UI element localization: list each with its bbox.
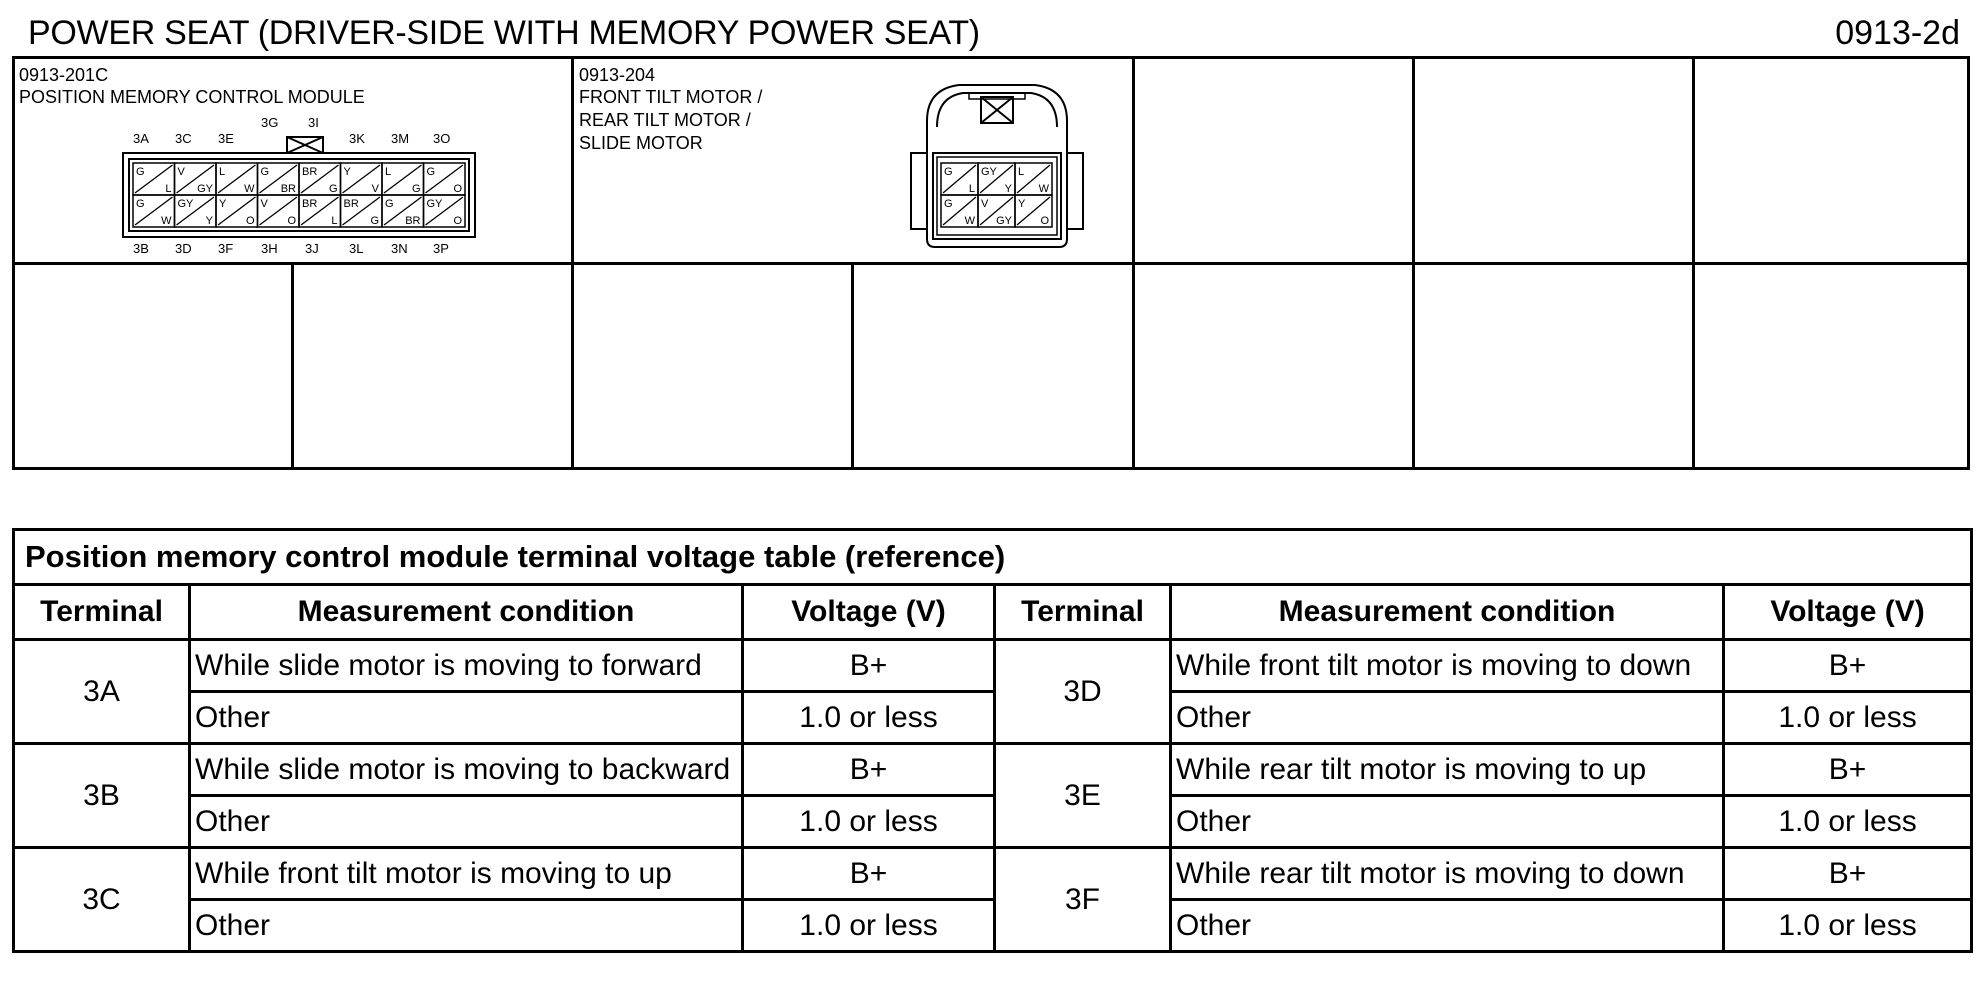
condition-cell: While rear tilt motor is moving to up — [1171, 744, 1724, 796]
page-code: 0913-2d — [1835, 14, 1960, 52]
wire-color-stripe: L — [968, 183, 975, 195]
wire-color-stripe: W — [161, 215, 172, 227]
wire-color-primary: G — [426, 166, 436, 178]
wire-color-stripe: GY — [197, 183, 213, 195]
wire-color-primary: V — [981, 198, 989, 210]
wire-color-primary: G — [136, 166, 145, 178]
pin-label: 3H — [261, 241, 278, 256]
condition-cell: Other — [1171, 796, 1724, 848]
wire-color-primary: V — [177, 166, 185, 178]
pin-label: 3O — [433, 131, 451, 146]
wire-color-primary: Y — [343, 166, 351, 178]
wire-color-stripe: BR — [280, 183, 296, 195]
grid-v-divider — [291, 262, 294, 467]
col-header-voltage: Voltage (V) — [1724, 585, 1972, 640]
grid-v-divider — [1412, 59, 1415, 467]
wire-color-primary: G — [944, 166, 953, 178]
wire-color-primary: G — [136, 198, 145, 210]
wire-color-stripe: W — [964, 215, 975, 227]
voltage-cell: B+ — [1724, 640, 1972, 692]
terminal-voltage-table — [12, 528, 1973, 953]
pin-label: 3N — [391, 241, 408, 256]
pin-label: 3J — [305, 241, 319, 256]
voltage-cell: 1.0 or less — [743, 900, 995, 952]
page-title: POWER SEAT (DRIVER-SIDE WITH MEMORY POWER SEAT) — [28, 14, 980, 52]
connector-name-line-3: SLIDE MOTOR — [579, 133, 703, 153]
wire-color-primary: Y — [1018, 198, 1026, 210]
condition-cell: Other — [1171, 900, 1724, 952]
wire-color-primary: GY — [981, 166, 997, 178]
table-row — [14, 796, 1972, 848]
grid-v-divider — [1132, 59, 1135, 467]
connector-id: 0913-201C — [19, 65, 109, 85]
terminal-cell: 3D — [995, 640, 1171, 744]
wire-color-stripe: G — [411, 183, 421, 195]
wire-color-stripe: GY — [996, 215, 1012, 227]
condition-cell: Other — [190, 900, 743, 952]
terminal-cell: 3A — [14, 640, 190, 744]
connector-grid — [12, 56, 1970, 470]
table-row — [14, 692, 1972, 744]
wire-color-stripe: O — [453, 183, 462, 195]
grid-v-divider — [851, 262, 854, 467]
condition-cell: While slide motor is moving to backward — [190, 744, 743, 796]
condition-cell: While rear tilt motor is moving to down — [1171, 848, 1724, 900]
wire-color-primary: BR — [302, 166, 318, 178]
wire-color-primary: L — [1018, 166, 1025, 178]
pin-label: 3F — [218, 241, 234, 256]
wire-color-primary: BR — [343, 198, 359, 210]
pin-label: 3B — [133, 241, 149, 256]
table-row — [14, 848, 1972, 900]
pin-label: 3C — [175, 131, 192, 146]
connector-name: POSITION MEMORY CONTROL MODULE — [19, 87, 365, 107]
grid-v-divider — [571, 59, 574, 467]
wire-color-stripe: G — [328, 183, 338, 195]
wire-color-primary: V — [260, 198, 268, 210]
voltage-cell: 1.0 or less — [1724, 900, 1972, 952]
wire-color-primary: Y — [219, 198, 227, 210]
connector-name-line-2: REAR TILT MOTOR / — [579, 110, 751, 130]
wire-color-stripe: O — [1040, 215, 1049, 227]
motor-connector-icon — [897, 69, 1097, 259]
wire-color-stripe: G — [370, 215, 379, 227]
pin-label: 3G — [261, 115, 279, 130]
wire-color-stripe: V — [371, 183, 379, 195]
condition-cell: Other — [1171, 692, 1724, 744]
wire-color-primary: GY — [426, 198, 443, 210]
wire-color-stripe: Y — [1004, 183, 1012, 195]
col-header-terminal: Terminal — [14, 585, 190, 640]
table-row — [14, 900, 1972, 952]
wire-color-stripe: O — [287, 215, 296, 227]
voltage-cell: 1.0 or less — [743, 692, 995, 744]
table-caption: Position memory control module terminal voltage table (reference) — [14, 530, 1972, 585]
pin-label: 3E — [218, 131, 234, 146]
table-row — [14, 744, 1972, 796]
wire-color-stripe: W — [1038, 183, 1049, 195]
terminal-cell: 3B — [14, 744, 190, 848]
wire-color-primary: G — [260, 166, 270, 178]
pin-label: 3P — [433, 241, 449, 256]
voltage-cell: 1.0 or less — [1724, 692, 1972, 744]
wire-color-stripe: BR — [405, 215, 421, 227]
wire-color-primary: G — [385, 198, 394, 210]
table-row — [14, 640, 1972, 692]
terminal-cell: 3E — [995, 744, 1171, 848]
wire-color-primary: BR — [302, 198, 318, 210]
voltage-cell: 1.0 or less — [1724, 796, 1972, 848]
grid-h-divider — [15, 262, 1967, 265]
wire-color-stripe: L — [331, 215, 338, 227]
condition-cell: Other — [190, 692, 743, 744]
pin-label: 3D — [175, 241, 192, 256]
wire-color-stripe: O — [453, 215, 462, 227]
terminal-cell: 3C — [14, 848, 190, 952]
connector-id: 0913-204 — [579, 65, 656, 85]
condition-cell: While front tilt motor is moving to up — [190, 848, 743, 900]
col-header-condition: Measurement condition — [190, 585, 743, 640]
pin-label: 3K — [349, 131, 365, 146]
voltage-cell: B+ — [743, 640, 995, 692]
wire-color-stripe: W — [244, 183, 255, 195]
voltage-cell: B+ — [743, 848, 995, 900]
pmcm-connector-icon — [115, 119, 495, 259]
col-header-condition: Measurement condition — [1171, 585, 1724, 640]
condition-cell: While front tilt motor is moving to down — [1171, 640, 1724, 692]
pin-label: 3I — [308, 115, 319, 130]
voltage-cell: B+ — [1724, 744, 1972, 796]
grid-v-divider — [1692, 59, 1695, 467]
terminal-cell: 3F — [995, 848, 1171, 952]
col-header-voltage: Voltage (V) — [743, 585, 995, 640]
condition-cell: While slide motor is moving to forward — [190, 640, 743, 692]
wire-color-primary: GY — [177, 198, 194, 210]
wire-color-stripe: L — [165, 183, 172, 195]
col-header-terminal: Terminal — [995, 585, 1171, 640]
voltage-cell: B+ — [1724, 848, 1972, 900]
pin-label: 3A — [133, 131, 149, 146]
wire-color-stripe: O — [245, 215, 255, 227]
voltage-cell: 1.0 or less — [743, 796, 995, 848]
wire-color-primary: G — [944, 198, 953, 210]
pin-label: 3M — [391, 131, 410, 146]
voltage-cell: B+ — [743, 744, 995, 796]
condition-cell: Other — [190, 796, 743, 848]
wire-color-primary: L — [219, 166, 226, 178]
wire-color-primary: L — [385, 166, 392, 178]
connector-name-line-1: FRONT TILT MOTOR / — [579, 87, 763, 107]
wire-color-stripe: Y — [205, 215, 213, 227]
table-header-row — [14, 585, 1972, 640]
pin-label: 3L — [349, 241, 364, 256]
